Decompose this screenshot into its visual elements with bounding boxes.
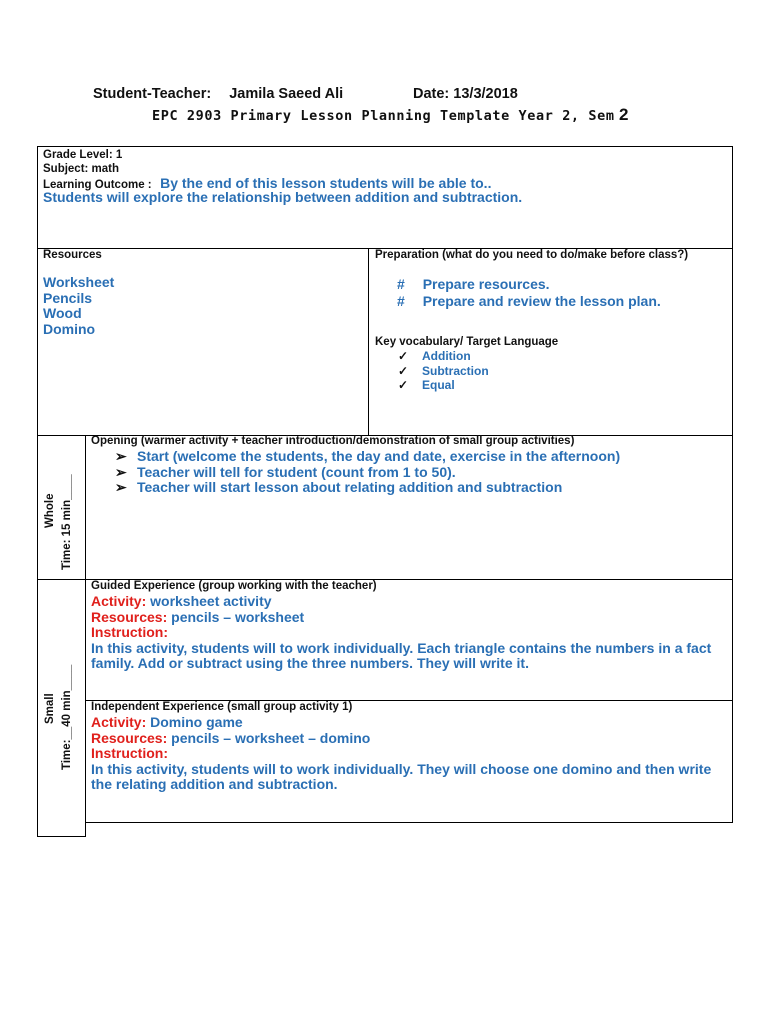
check-icon: ✓: [398, 363, 409, 378]
learning-outcome-label: Learning Outcome :: [43, 179, 152, 191]
arrow-bullet-icon: ➢: [115, 448, 127, 464]
instruction-label: Instruction:: [91, 745, 168, 761]
activity-value: Domino game: [150, 714, 243, 730]
resource-item: Wood: [43, 305, 82, 321]
vocab-item: ✓ Subtraction: [398, 363, 489, 378]
instruction-label: Instruction:: [91, 624, 168, 640]
guided-heading: Guided Experience (group working with the teacher): [91, 580, 377, 592]
guided-body: [91, 594, 729, 672]
instruction-text: In this activity, students will to work individually. Each triangle contains the numbers in a fact family. Add or subtract using the three numbers. They will write it.: [91, 639, 712, 671]
opening-heading: Opening (warmer activity + teacher introduction/demonstration of small group activities): [91, 435, 575, 447]
student-teacher-name: Jamila Saeed Ali: [229, 86, 344, 102]
resources-value: pencils – worksheet: [171, 608, 305, 625]
guided-activity: [91, 594, 729, 610]
independent-activity: [91, 715, 729, 731]
resources-label: Resources:: [91, 729, 168, 746]
resource-item: Worksheet: [43, 274, 115, 290]
activity-value: worksheet activity: [150, 593, 272, 609]
opening-item: ➢ Start (welcome the students, the day and date, exercise in the afternoon): [115, 448, 621, 464]
sem-number: 2: [619, 105, 629, 124]
check-icon: ✓: [398, 378, 409, 392]
independent-heading: Independent Experience (small group activity 1): [91, 701, 353, 713]
opening-item: ➢ Teacher will start lesson about relating addition and subtraction: [115, 479, 563, 495]
learning-outcome-text: Students will explore the relationship between addition and subtraction.: [43, 189, 523, 205]
instruction-text: In this activity, students will to work individually. They will choose one domino and then write the relating addition and subtraction.: [91, 760, 712, 792]
small-left-border: [37, 579, 38, 837]
student-teacher-line: [93, 86, 343, 102]
date-value: 13/3/2018: [453, 86, 518, 102]
date-line: [413, 86, 518, 102]
grade-level: Grade Level: 1: [43, 149, 123, 161]
independent-resources: [91, 731, 729, 747]
arrow-bullet-icon: ➢: [115, 463, 127, 480]
resources-value: pencils – worksheet – domino: [171, 729, 371, 746]
independent-body: [91, 715, 729, 793]
small-side-label: Small: [44, 693, 56, 724]
vocab-heading: Key vocabulary/ Target Language: [375, 336, 559, 348]
arrow-bullet-icon: ➢: [115, 479, 127, 495]
preparation-heading: Preparation (what do you need to do/make before class?): [375, 249, 689, 261]
page-title: [152, 105, 629, 125]
preparation-item: [397, 277, 661, 293]
column-divider: [368, 248, 369, 436]
guided-resources: [91, 610, 729, 626]
hash-marker: #: [397, 292, 405, 309]
vocab-list: [398, 349, 489, 393]
small-side-divider: [85, 579, 86, 837]
date-label: Date:: [413, 86, 450, 102]
resources-heading: Resources: [43, 249, 102, 261]
activity-label: Activity:: [91, 593, 147, 609]
page-title-text: EPC 2903 Primary Lesson Planning Template Year 2, Sem: [152, 108, 615, 124]
resources-label: Resources:: [91, 608, 168, 625]
activity-label: Activity:: [91, 714, 147, 730]
vocab-item: ✓ Addition: [398, 349, 471, 363]
resources-list: [43, 275, 114, 337]
whole-side-divider: [85, 435, 86, 580]
whole-side-label: Whole: [44, 493, 56, 528]
whole-time-label: Time: 15 min____: [61, 474, 73, 570]
student-teacher-label: Student-Teacher:: [93, 86, 212, 102]
check-icon: ✓: [398, 349, 409, 363]
preparation-item-text: Prepare and review the lesson plan.: [422, 292, 661, 309]
preparation-item: [397, 294, 661, 310]
preparation-item-text: Prepare resources.: [422, 276, 550, 292]
vocab-item: ✓ Equal: [398, 378, 455, 392]
subject: Subject: math: [43, 163, 120, 175]
small-time-label: Time:__40 min____: [61, 664, 73, 770]
resource-item: Domino: [43, 320, 96, 337]
opening-list: [115, 449, 620, 496]
learning-outcome-intro: By the end of this lesson students will be able to..: [160, 175, 492, 191]
small-bottom: [85, 822, 733, 823]
preparation-list: [397, 277, 661, 309]
resource-item: Pencils: [43, 289, 93, 306]
small-side-bottom: [37, 836, 86, 837]
opening-item: ➢ Teacher will tell for student (count from 1 to 50).: [115, 463, 456, 480]
hash-marker: #: [397, 276, 405, 292]
